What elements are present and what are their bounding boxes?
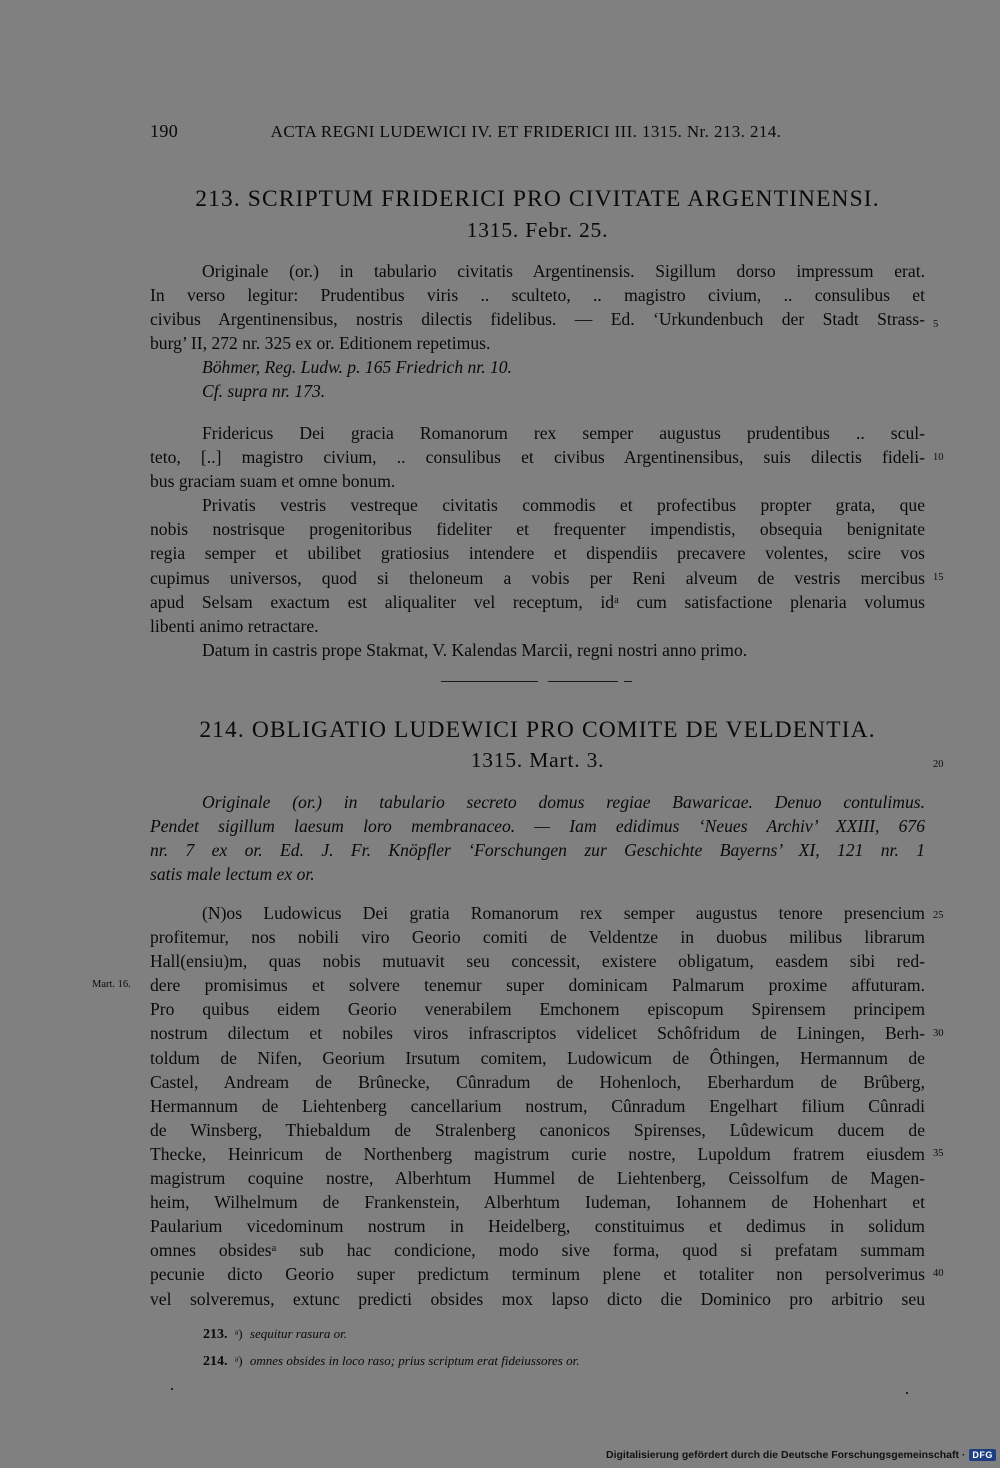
apparatus-line: Originale (or.) in tabulario secreto domus regiae Bawaricae. Denuo contulimus. xyxy=(202,792,925,812)
scan-speck xyxy=(171,1388,173,1390)
text-line: Hermannum de Liehtenberg cancellarium nostrum, Cûnradum Engelhart filium Cûnradi xyxy=(150,1095,925,1116)
margin-line-number: 25 xyxy=(933,910,944,921)
doc-213-title: 213. SCRIPTUM FRIDERICI PRO CIVITATE ARGENTINENSI. xyxy=(195,186,880,212)
doc-213-date: 1315. Febr. 25. xyxy=(466,218,609,242)
footnote-mark: ᵃ) xyxy=(234,1326,243,1341)
text-line: toldum de Nifen, Georium Irsutum comitem, Ludowicum de Ôthingen, Hermannum de xyxy=(150,1047,925,1068)
text-line: libenti animo retractare. xyxy=(150,615,319,636)
running-title: ACTA REGNI LUDEWICI IV. ET FRIDERICI III. 1315. Nr. 213. 214. xyxy=(270,122,782,141)
text-line: (N)os Ludowicus Dei gratia Romanorum rex semper augustus tenore presencium xyxy=(202,903,925,923)
apparatus-line: nr. 7 ex or. Ed. J. Fr. Knöpfler ‘Forschungen zur Geschichte Bayerns’ XI, 121 nr. 1 xyxy=(150,840,925,861)
margin-line-number: 30 xyxy=(933,1028,944,1039)
text-line: profitemur, nos nobili viro Georio comiti de Veldentze in duobus milibus librarum xyxy=(150,927,925,948)
text-line: dere promisimus et solvere tenemur super dominicam Palmarum proxime affuturam. xyxy=(150,975,925,996)
text-line: Pro quibus eidem Georio venerabilem Emchonem episcopum Spirensem principem xyxy=(150,999,925,1020)
apparatus-line: burg’ II, 272 nr. 325 ex or. Editionem repetimus. xyxy=(150,333,491,354)
footnote-text: omnes obsides in loco raso; prius scriptum erat fideiussores or. xyxy=(249,1353,580,1368)
digitization-credit xyxy=(606,1449,996,1461)
footnote-213 xyxy=(203,1325,347,1344)
dfg-logo-icon: DFG xyxy=(969,1449,996,1461)
margin-line-number: 20 xyxy=(933,759,944,770)
doc-214-title: 214. OBLIGATIO LUDEWICI PRO COMITE DE VELDENTIA. xyxy=(199,717,876,743)
margin-line-number: 5 xyxy=(933,319,939,330)
text-line: Paularium vicedominum nostrum in Heidelberg, constituimus et dedimus in solidum xyxy=(150,1216,925,1237)
running-head xyxy=(150,121,870,142)
doc-214-apparatus xyxy=(150,790,925,886)
text-line: Hall(ensiu)m, quas nobis mutuavit seu concessit, existere obligatum, easdem sibi red- xyxy=(150,951,925,972)
text-line: cupimus universos, quod si theloneum a vobis per Reni alveum de vestris mercibus xyxy=(150,567,925,588)
footnote-mark: ᵃ) xyxy=(234,1353,243,1368)
apparatus-line: Cf. supra nr. 173. xyxy=(202,381,326,402)
doc-213-text xyxy=(150,421,925,662)
text-line: Fridericus Dei gracia Romanorum rex semper augustus prudentibus .. scul- xyxy=(202,423,925,443)
text-line: Datum in castris prope Stakmat, V. Kalendas Marcii, regni nostri anno primo. xyxy=(202,639,748,660)
footnote-text: sequitur rasura or. xyxy=(249,1326,348,1341)
text-line: bus graciam suam et omne bonum. xyxy=(150,471,396,492)
text-line: regia semper et ubilibet gratiosius intendere et dispendiis precavere volentes, scire vos xyxy=(150,543,925,564)
doc-214-text xyxy=(150,901,925,1311)
apparatus-line: Originale (or.) in tabulario civitatis Argentinensis. Sigillum dorso impressum erat. xyxy=(202,261,925,281)
text-line: nobis nostrisque progenitoribus fideliter et frequenter impendistis, obsequia benignitate xyxy=(150,519,925,540)
text-line: magistrum coquine nostre, Alberhtum Hummel de Liehtenberg, Ceissolfum de Magen- xyxy=(150,1168,925,1189)
scan-speck xyxy=(906,1392,908,1394)
text-line: Castel, Andream de Brûnecke, Cûnradum de Hohenloch, Eberhardum de Brûberg, xyxy=(150,1071,925,1092)
margin-line-number: 40 xyxy=(933,1268,944,1279)
text-line: de Winsberg, Thiebaldum de Stralenberg canonicos Spirenses, Lûdewicum ducem de xyxy=(150,1119,925,1140)
footnote-number: 213. xyxy=(203,1327,228,1342)
apparatus-line: Böhmer, Reg. Ludw. p. 165 Friedrich nr. 10. xyxy=(202,357,512,378)
text-line: Privatis vestris vestreque civitatis commodis et profectibus propter grata, que xyxy=(202,495,925,516)
margin-line-number: 35 xyxy=(933,1148,944,1159)
text-line: pecunie dicto Georio super predictum terminum plene et totaliter non persolverimus xyxy=(150,1264,925,1285)
apparatus-line: In verso legitur: Prudentibus viris .. sculteto, .. magistro civium, .. consulibus et xyxy=(150,285,925,306)
separator-rule xyxy=(548,681,618,682)
separator-rule xyxy=(441,681,538,682)
margin-date-note: Mart. 16. xyxy=(92,979,131,990)
separator-rule xyxy=(624,681,632,682)
page-number: 190 xyxy=(150,121,179,141)
text-line: heim, Wilhelmum de Frankenstein, Alberhtum Iudeman, Iohannem de Hohenhart et xyxy=(150,1192,925,1213)
text-line: nostrum dilectum et nobiles viros infrascriptos videlicet Schôfridum de Liningen, Berh- xyxy=(150,1023,925,1044)
text-line: Thecke, Heinricum de Northenberg magistrum curie nostre, Lupoldum fratrem eiusdem xyxy=(150,1143,925,1164)
doc-213-apparatus xyxy=(150,259,925,404)
text-line: teto, [..] magistro civium, .. consulibus et civibus Argentinensibus, suis dilectis fideli- xyxy=(150,447,925,468)
apparatus-line: satis male lectum ex or. xyxy=(150,864,315,885)
footnote-214 xyxy=(203,1352,579,1371)
text-line: omnes obsidesᵃ sub hac condicione, modo sive forma, quod si prefatam summam xyxy=(150,1240,925,1261)
margin-line-number: 10 xyxy=(933,452,944,463)
apparatus-line: Pendet sigillum laesum loro membranaceo. — Iam edidimus ‘Neues Archiv’ XXIII, 676 xyxy=(150,816,925,837)
text-line: vel solveremus, extunc predicti obsides mox lapso dicto die Dominico pro arbitrio seu xyxy=(150,1288,925,1309)
credit-text: Digitalisierung gefördert durch die Deutsche Forschungsgemeinschaft · xyxy=(606,1449,966,1461)
apparatus-line: civibus Argentinensibus, nostris dilectis fidelibus. — Ed. ‘Urkundenbuch der Stadt Strass- xyxy=(150,309,925,330)
footnote-number: 214. xyxy=(203,1354,228,1369)
doc-214-date: 1315. Mart. 3. xyxy=(470,748,605,772)
text-line: apud Selsam exactum est aliqualiter vel receptum, idᵃ cum satisfactione plenaria volumus xyxy=(150,591,925,612)
margin-line-number: 15 xyxy=(933,572,944,583)
